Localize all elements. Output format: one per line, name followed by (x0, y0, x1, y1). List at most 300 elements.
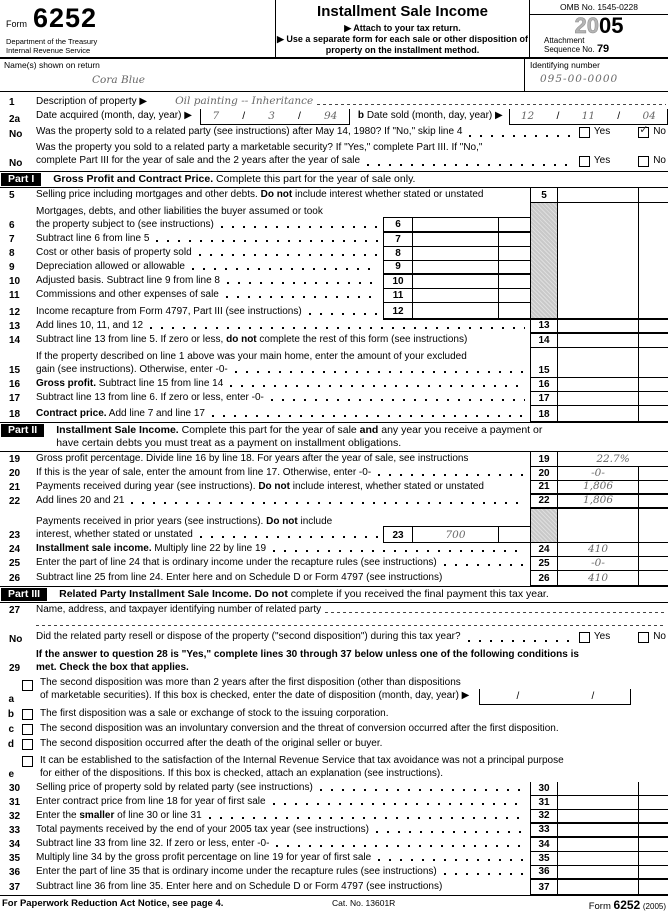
dot-leader (150, 322, 525, 330)
option-29a-checkbox[interactable] (22, 680, 33, 691)
line-29 (0, 647, 668, 676)
line-30-boxno: 30 (530, 782, 558, 796)
line-26-amount[interactable]: 410 (558, 571, 638, 586)
line-17-boxno: 17 (530, 392, 558, 406)
line-10-label: Adjusted basis. Subtract line 9 from line 8 (36, 275, 383, 289)
line-18-number: 18 (9, 409, 21, 420)
line-32-box (530, 810, 668, 824)
line-19-number: 19 (9, 454, 21, 465)
line-34 (0, 838, 668, 852)
line-15-amount[interactable] (558, 348, 638, 378)
line-5 (0, 188, 668, 203)
line-15-label: If the property described on line 1 above was your main home, enter the amount of your excluded gain (see instructions). Otherwise, enter -0- (36, 348, 530, 378)
line-33-amount[interactable] (558, 824, 638, 838)
part-3-rows (0, 782, 668, 895)
related-party-entry-rule-2[interactable] (36, 620, 666, 626)
line-15-box (530, 348, 668, 378)
line-27-number: 27 (9, 605, 21, 616)
line-35 (0, 852, 668, 866)
option-29d-label: The second disposition occurred after the death of the original seller or buyer. (40, 738, 383, 749)
line-21 (0, 481, 668, 495)
line-2b-label: Date sold (month, day, year) ▶ (366, 110, 503, 121)
paperwork-notice: For Paperwork Reduction Act Notice, see page 4. (2, 898, 224, 909)
line-18-cents[interactable] (638, 406, 668, 422)
line-31-number: 31 (9, 797, 21, 808)
dot-leader (320, 784, 525, 792)
line-18 (0, 406, 668, 422)
line-11 (0, 289, 530, 303)
dot-leader (273, 798, 525, 806)
line-9-box (383, 261, 530, 275)
use-instruction-1: ▶ Use a separate form for each sale or other disposition of (277, 34, 528, 44)
line-25 (0, 557, 668, 571)
line-31-box (530, 796, 668, 810)
line-19 (0, 452, 668, 467)
line-10-box (383, 275, 530, 289)
line-18-box (530, 406, 668, 422)
option-29d-checkbox[interactable] (22, 739, 33, 750)
line-31-cents[interactable] (638, 796, 668, 810)
line-17-number: 17 (9, 393, 21, 404)
line-25-amount[interactable]: -0- (558, 557, 638, 571)
line-22 (0, 495, 668, 509)
line-37-label: Subtract line 36 from line 35. Enter here and on Schedule D or Form 4797 (see instructions) (36, 881, 443, 892)
dot-leader (227, 277, 378, 285)
line-6-number: 6 (9, 220, 15, 231)
option-29c-checkbox[interactable] (22, 724, 33, 735)
line-11-box (383, 289, 530, 303)
option-29b (0, 707, 668, 722)
line-31 (0, 796, 668, 810)
dot-leader (156, 235, 378, 243)
line-10-number: 10 (9, 276, 21, 287)
option-29c-letter: c (8, 724, 14, 735)
line-28-no-checkbox[interactable] (638, 632, 649, 643)
part-3-bar (0, 586, 668, 603)
line-8-boxno: 8 (383, 247, 413, 261)
line-30 (0, 782, 668, 796)
line-20-number: 20 (9, 468, 21, 479)
line-26-cents[interactable] (638, 571, 668, 586)
line-37-number: 37 (9, 882, 21, 893)
line-32 (0, 810, 668, 824)
line-7-boxno: 7 (383, 233, 413, 247)
line-33-boxno: 33 (530, 824, 558, 838)
line-19-boxno: 19 (530, 452, 558, 467)
line-2a-number: 2a (9, 114, 21, 125)
line-13-boxno: 13 (530, 320, 558, 334)
line-4 (0, 142, 668, 171)
line-4-yes-label: Yes (593, 155, 611, 166)
part-2-section (0, 452, 668, 586)
line-34-label: Subtract line 33 from line 32. If zero or less, enter -0- (36, 838, 530, 852)
line-8-amount[interactable] (413, 247, 498, 261)
line-5-boxno: 5 (530, 188, 558, 203)
line-25-number: 25 (9, 558, 21, 569)
line-10-boxno: 10 (383, 275, 413, 289)
line-28-yes-checkbox[interactable] (579, 632, 590, 643)
form-title-block (276, 0, 529, 57)
footer-form-id (492, 898, 668, 912)
line-5-box (530, 188, 668, 203)
line-37-cents[interactable] (638, 880, 668, 895)
option-29a-label: The second disposition was more than 2 years after the first disposition (other than dispositions of marketable securities). If this box is checked, enter the date of disposition (month, day, year) ▶ / / (40, 676, 668, 707)
line-3-number: No (9, 129, 23, 140)
line-22-amount[interactable]: 1,806 (558, 495, 638, 509)
line-34-boxno: 34 (530, 838, 558, 852)
line-16-boxno: 16 (530, 378, 558, 392)
second-disposition-date-field[interactable]: / / (479, 689, 631, 705)
line-32-boxno: 32 (530, 810, 558, 824)
lines-6-12-shaded-column (530, 203, 668, 320)
line-34-cents[interactable] (638, 838, 668, 852)
line-17-label: Subtract line 13 from line 6. If zero or less, enter -0- (36, 392, 530, 406)
catalog-number: Cat. No. 13601R (332, 898, 396, 908)
line-6 (0, 203, 530, 233)
line-12-number: 12 (9, 307, 21, 318)
form-number-block (0, 0, 276, 57)
line-19-label: Gross profit percentage. Divide line 16 by line 18. For years after the year of sale, see instructions (36, 453, 469, 464)
line-16-amount[interactable] (558, 378, 638, 392)
line-34-amount[interactable] (558, 838, 638, 852)
part-1-bar (0, 171, 668, 188)
line-28 (0, 631, 668, 647)
line-35-box (530, 852, 668, 866)
line-15-boxno: 15 (530, 348, 558, 378)
footer-form-number: 6252 (613, 898, 641, 912)
line-7-cents[interactable] (498, 233, 530, 247)
line-33-cents[interactable] (638, 824, 668, 838)
line-23-left (0, 509, 530, 543)
omb-block (529, 0, 668, 57)
name-label: Name(s) shown on return (4, 60, 100, 70)
lines-6-12-cents-area (638, 203, 668, 318)
omb-number: OMB No. 1545-0228 (530, 0, 668, 15)
part-2-label: Part II (1, 424, 44, 437)
line-32-amount[interactable] (558, 810, 638, 824)
dot-leader (273, 545, 525, 553)
year-bold: 05 (599, 13, 624, 38)
part-2-bar (0, 422, 668, 452)
line-3-yes-checkbox[interactable] (579, 127, 590, 138)
option-29c (0, 722, 668, 737)
line-12-amount[interactable] (413, 303, 498, 320)
line-6-boxno: 6 (383, 217, 413, 233)
line-6-amount[interactable] (413, 217, 498, 233)
line-3-no-checkbox[interactable] (638, 123, 649, 138)
dot-leader (209, 812, 525, 820)
line-21-cents[interactable] (638, 481, 668, 495)
line-18-label: Contract price. Add line 7 and line 17 (36, 406, 530, 422)
line-11-number: 11 (9, 290, 20, 301)
line-17-amount[interactable] (558, 392, 638, 406)
line-8-number: 8 (9, 248, 15, 259)
attach-instruction: ▶ Attach to your tax return. (344, 23, 461, 33)
line-23-boxno: 23 (383, 526, 413, 543)
line-29-section (0, 647, 668, 782)
option-29b-label: The first disposition was a sale or exchange of stock to the issuing corporation. (40, 708, 389, 719)
dot-leader (378, 469, 525, 477)
line-25-boxno: 25 (530, 557, 558, 571)
check-mark-icon: ✓ (639, 123, 649, 136)
line-16-cents[interactable] (638, 378, 668, 392)
dot-leader (378, 854, 525, 862)
line-4-label-2: complete Part III for the year of sale and the 2 years after the year of sale (36, 155, 361, 166)
line-3-yes-label: Yes (593, 126, 611, 137)
line-9-cents[interactable] (498, 261, 530, 275)
line-20 (0, 467, 668, 481)
part-1-heading: Gross Profit and Contract Price. Complete this part for the year of sale only. (53, 173, 416, 185)
option-29e (0, 752, 668, 782)
line-24 (0, 543, 668, 557)
line-30-amount[interactable] (558, 782, 638, 796)
form-footer (0, 895, 668, 912)
line-20-boxno: 20 (530, 467, 558, 481)
line-29-label: If the answer to question 28 is "Yes," complete lines 30 through 37 below unless one of the following conditions is met. Check the box that applies. (36, 649, 579, 673)
line-21-box (530, 481, 668, 495)
line-21-boxno: 21 (530, 481, 558, 495)
part-2-heading: Installment Sale Income. Complete this part for the year of sale and any year you receive a payment or have certain debts you must treat as a payment on installment obligations. (56, 424, 543, 449)
line-31-amount[interactable] (558, 796, 638, 810)
line-30-number: 30 (9, 783, 21, 794)
line-13-label: Add lines 10, 11, and 12 (36, 320, 530, 334)
line-33-box (530, 824, 668, 838)
dot-leader (221, 221, 378, 229)
form-word: Form (6, 19, 27, 29)
line-9-number: 9 (9, 262, 15, 273)
line-12-boxno: 12 (383, 303, 413, 320)
line-1 (0, 92, 668, 110)
line-7-number: 7 (9, 234, 15, 245)
line-32-label: Enter the smaller of line 30 or line 31 (36, 810, 530, 824)
line-30-cents[interactable] (638, 782, 668, 796)
line-15-cents[interactable] (638, 348, 668, 378)
dot-leader (367, 159, 574, 167)
line-15 (0, 348, 668, 378)
line-33-number: 33 (9, 825, 21, 836)
line-3-no-label: No (653, 126, 666, 137)
line-2a-label: Date acquired (month, day, year) ▶ (36, 110, 192, 121)
line-20-amount[interactable]: -0- (558, 467, 638, 481)
line-5-label: Selling price including mortgages and other debts. Do not include interest whether stated or unstated (36, 189, 484, 200)
line-24-cents[interactable] (638, 543, 668, 557)
line-26-box (530, 571, 668, 586)
line-16 (0, 378, 668, 392)
option-29c-label: The second disposition was an involuntary conversion and the threat of conversion occurred after the first disposition. (40, 723, 559, 734)
line-4-number: No (9, 158, 23, 169)
line-19-amount[interactable]: 22.7% (558, 452, 668, 467)
line-6-cents[interactable] (498, 217, 530, 233)
line-14-label: Subtract line 13 from line 5. If zero or less, do not complete the rest of this form (see instructions) (36, 334, 468, 345)
line-37-boxno: 37 (530, 880, 558, 895)
line-32-number: 32 (9, 811, 21, 822)
lines-6-12-section (0, 203, 668, 320)
line-25-box (530, 557, 668, 571)
dot-leader (469, 130, 573, 138)
line-5-number: 5 (9, 190, 15, 201)
line-20-box (530, 467, 668, 481)
option-29b-letter: b (7, 709, 14, 720)
line-32-cents[interactable] (638, 810, 668, 824)
line-26-label: Subtract line 25 from line 24. Enter here and on Schedule D or Form 4797 (see instructions) (36, 572, 443, 583)
line-4-yes-checkbox[interactable] (579, 156, 590, 167)
line-27 (0, 603, 668, 631)
line-27-label: Name, address, and taxpayer identifying number of related party (36, 604, 322, 615)
line-4-no-checkbox[interactable] (638, 156, 649, 167)
tax-year (530, 13, 668, 38)
line-24-boxno: 24 (530, 543, 558, 557)
dot-leader (199, 249, 378, 257)
line-1-entry-rule[interactable] (317, 99, 666, 105)
line-23 (0, 509, 530, 543)
line-14-cents[interactable] (638, 334, 668, 348)
line-22-boxno: 22 (530, 495, 558, 509)
line-34-number: 34 (9, 839, 21, 850)
line-4-no-label: No (653, 155, 666, 166)
line-12-box (383, 303, 530, 320)
dot-leader (309, 308, 378, 316)
dot-leader (200, 531, 378, 539)
dot-leader (271, 394, 525, 402)
date-sold-field[interactable]: 12 / 11 / 04 (509, 109, 668, 125)
line-11-amount[interactable] (413, 289, 498, 303)
line-14 (0, 334, 668, 348)
dot-leader (226, 291, 378, 299)
line-5-cents[interactable] (638, 188, 668, 203)
line-18-boxno: 18 (530, 406, 558, 422)
line-3-label: Was the property sold to a related party (see instructions) after May 14, 1980? If "No," skip line 4 (36, 126, 463, 137)
option-29d (0, 737, 668, 752)
dot-leader (468, 635, 574, 643)
line-17-cents[interactable] (638, 392, 668, 406)
dot-leader (212, 410, 525, 418)
line-16-number: 16 (9, 379, 21, 390)
line-22-cents[interactable] (638, 495, 668, 509)
line-35-amount[interactable] (558, 852, 638, 866)
shaded-cell (530, 509, 558, 542)
line-12 (0, 303, 530, 320)
line-25-cents[interactable] (638, 557, 668, 571)
line-17-box (530, 392, 668, 406)
name-row (0, 59, 668, 92)
line-9-amount[interactable] (413, 261, 498, 275)
dept-treasury: Department of the Treasury (6, 37, 98, 46)
line-24-number: 24 (9, 544, 21, 555)
line-25-label: Enter the part of line 24 that is ordinary income under the recapture rules (see instructions) (36, 557, 530, 571)
dot-leader (230, 380, 525, 388)
dot-leader (192, 263, 378, 271)
option-29e-checkbox[interactable] (22, 756, 33, 767)
line-36-label: Enter the part of line 35 that is ordinary income under the recapture rules (see instructions) (36, 866, 530, 880)
line-6-box (383, 217, 530, 233)
identifying-number-field[interactable]: 095-00-0000 (540, 73, 619, 85)
line-10-amount[interactable] (413, 275, 498, 289)
line-11-boxno: 11 (383, 289, 413, 303)
line-36-boxno: 36 (530, 866, 558, 880)
line-5-amount[interactable] (558, 188, 638, 203)
line-23-amount[interactable]: 700 (413, 526, 498, 543)
line-23-box (383, 526, 530, 543)
line-31-label: Enter contract price from line 18 for year of first sale (36, 796, 530, 810)
line-12-cents[interactable] (498, 303, 530, 320)
option-29e-label: It can be established to the satisfaction of the Internal Revenue Service that tax avoidance was not a principal purpose for either of the dispositions. If this box is checked, attach an explanation (see instructions). (40, 755, 564, 779)
line-3 (0, 123, 668, 142)
line-33 (0, 824, 668, 838)
attachment-label: Attachment (544, 36, 585, 45)
shaded-cell (530, 203, 558, 318)
line-10-cents[interactable] (498, 275, 530, 289)
line-36 (0, 866, 668, 880)
line-23-cents-area (638, 509, 668, 542)
line-30-label: Selling price of property sold by related party (see instructions) (36, 782, 530, 796)
date-acquired-field[interactable]: 7 / 3 / 94 (200, 109, 350, 125)
line-20-cents[interactable] (638, 467, 668, 481)
option-29b-checkbox[interactable] (22, 709, 33, 720)
line-31-boxno: 31 (530, 796, 558, 810)
dot-leader (235, 366, 525, 374)
line-26 (0, 571, 668, 586)
dot-leader (276, 840, 525, 848)
line-24-label: Installment sale income. Multiply line 22 by line 19 (36, 543, 530, 557)
property-description-field[interactable]: Oil painting -- Inheritance (175, 95, 314, 107)
line-13-cents[interactable] (638, 320, 668, 334)
line-28-label: Did the related party resell or dispose of the property ("second disposition") during this tax year? (36, 631, 461, 642)
line-21-amount[interactable]: 1,806 (558, 481, 638, 495)
line-22-number: 22 (9, 496, 21, 507)
line-14-boxno: 14 (530, 334, 558, 348)
line-35-boxno: 35 (530, 852, 558, 866)
part-3-label: Part III (1, 588, 47, 601)
line-33-label: Total payments received by the end of your 2005 tax year (see instructions) (36, 824, 530, 838)
line-11-label: Commissions and other expenses of sale (36, 289, 383, 303)
form-number: 6252 (33, 3, 98, 33)
line-8-label: Cost or other basis of property sold (36, 247, 383, 261)
line-17 (0, 392, 668, 406)
line-2b-number: b (357, 110, 365, 121)
year-outline: 20 (574, 13, 599, 38)
option-29a (0, 676, 668, 707)
part-1-label: Part I (1, 173, 41, 186)
taxpayer-name-field[interactable]: Cora Blue (92, 74, 146, 86)
line-35-cents[interactable] (638, 852, 668, 866)
line-16-label: Gross profit. Subtract line 15 from line 14 (36, 378, 530, 392)
dot-leader (444, 868, 525, 876)
related-party-entry-rule-1[interactable] (325, 607, 666, 613)
line-36-cents[interactable] (638, 866, 668, 880)
line-10 (0, 275, 530, 289)
line-23-cents[interactable] (498, 526, 530, 543)
line-11-cents[interactable] (498, 289, 530, 303)
option-29d-letter: d (7, 739, 14, 750)
line-7-box (383, 233, 530, 247)
line-35-label: Multiply line 34 by the gross profit percentage on line 19 for year of first sale (36, 852, 530, 866)
line-18-amount[interactable] (558, 406, 638, 422)
line-28-no-label: No (653, 631, 666, 642)
line-36-box (530, 866, 668, 880)
line-7-amount[interactable] (413, 233, 498, 247)
line-24-amount[interactable]: 410 (558, 543, 638, 557)
line-14-amount[interactable] (558, 334, 638, 348)
option-29a-letter: a (8, 694, 14, 705)
line-36-amount[interactable] (558, 866, 638, 880)
line-21-label: Payments received during year (see instructions). Do not include interest, whether stated or unstated (36, 481, 484, 492)
line-24-box (530, 543, 668, 557)
footer-form-year: (2005) (642, 902, 666, 911)
line-37-box (530, 880, 668, 895)
line-37-amount[interactable] (558, 880, 638, 895)
line-13-amount[interactable] (558, 320, 638, 334)
line-8-cents[interactable] (498, 247, 530, 261)
